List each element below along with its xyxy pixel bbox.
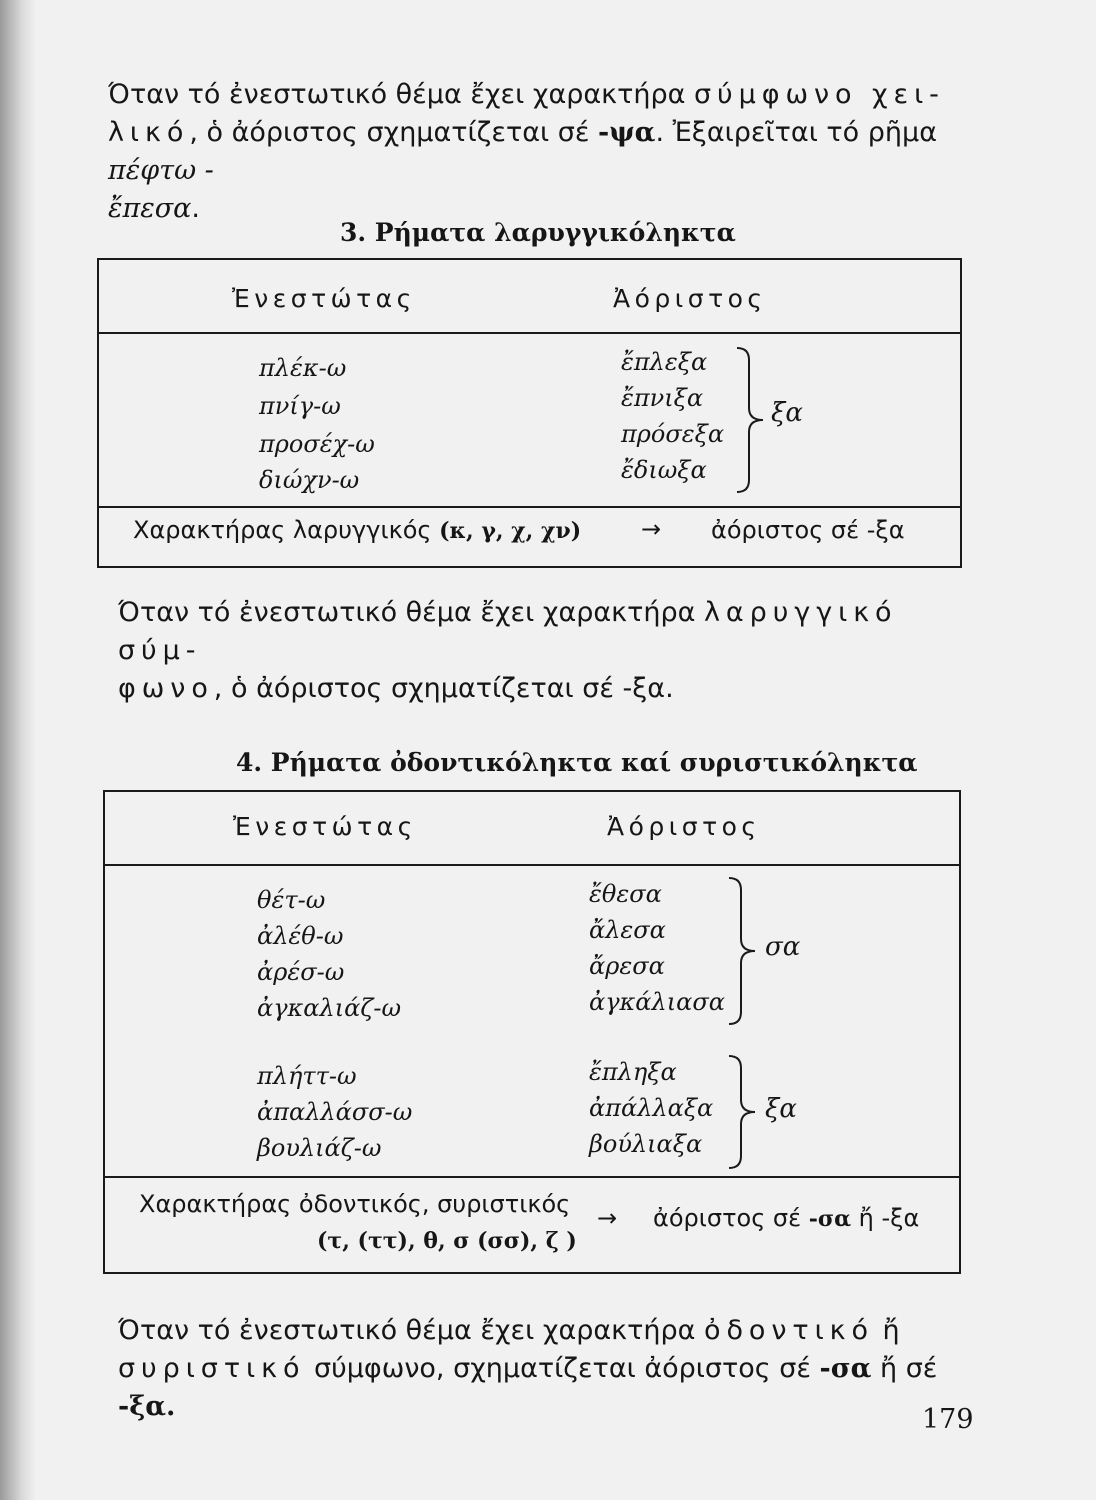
aorist-form: ἀπάλλαξα xyxy=(589,1094,714,1122)
section-3-note: Όταν τό ἐνεστωτικό θέμα ἔχει χαρακτήρα λαρυγγικό σύμ- φωνο, ὁ ἀόριστος σχηματίζεται σέ -ξα. xyxy=(118,597,898,704)
present-form: πλήττ-ω xyxy=(257,1062,357,1090)
present-form: πνίγ-ω xyxy=(259,392,341,420)
aorist-form: ἔπληξα xyxy=(589,1058,677,1086)
present-form: διώχν-ω xyxy=(259,466,360,494)
characteristic-letters: (τ, (ττ), θ, σ (σσ), ζ ) xyxy=(317,1228,577,1254)
header-divider xyxy=(105,864,959,866)
footer-divider xyxy=(105,1176,959,1178)
present-form: ἀπαλλάσσ-ω xyxy=(257,1098,413,1126)
page-number: 179 xyxy=(922,1404,974,1435)
arrow-icon: → xyxy=(641,515,662,543)
aorist-form: ἔδιωξα xyxy=(621,456,707,484)
column-header-aorist: Ἀόριστος xyxy=(613,284,767,313)
aorist-form: πρόσεξα xyxy=(621,420,725,448)
section-4-note: Όταν τό ἐνεστωτικό θέμα ἔχει χαρακτήρα ὀδοντικό ἤ συριστικό σύμφωνο, σχηματίζεται ἀόριστος σέ -σα ἤ σέ -ξα. xyxy=(118,1315,938,1422)
column-header-present: Ἐνεστώτας xyxy=(233,812,417,841)
right-brace-icon xyxy=(735,346,769,494)
present-form: ἀρέσ-ω xyxy=(257,958,345,986)
aorist-form: ἄρεσα xyxy=(589,952,665,980)
aorist-ending: σα xyxy=(765,932,801,962)
section-3-heading: 3. Ρήματα λαρυγγικόληκτα xyxy=(340,218,736,247)
present-form: πλέκ-ω xyxy=(259,354,347,382)
footer-divider xyxy=(99,506,960,508)
characteristic-label: Χαρακτήρας ὀδοντικός, συριστικός xyxy=(139,1190,571,1218)
aorist-form: ἔπλεξα xyxy=(621,348,708,376)
aorist-rule: ἀόριστος σέ -ξα xyxy=(711,516,905,544)
present-form: προσέχ-ω xyxy=(259,430,375,458)
aorist-ending: ξα xyxy=(765,1094,797,1124)
characteristic-label: Χαρακτήρας λαρυγγικός (κ, γ, χ, χν) xyxy=(133,516,582,544)
aorist-form: ἔπνιξα xyxy=(621,384,704,412)
present-form: θέτ-ω xyxy=(257,886,326,914)
section-3-table xyxy=(97,258,962,568)
aorist-rule: ἀόριστος σέ -σα ἤ -ξα xyxy=(653,1204,920,1232)
aorist-ending: ξα xyxy=(771,398,803,428)
present-form: ἀγκαλιάζ-ω xyxy=(257,994,402,1022)
column-header-aorist: Ἀόριστος xyxy=(607,812,761,841)
arrow-icon: → xyxy=(597,1204,618,1232)
section-4-heading: 4. Ρήματα ὀδοντικόληκτα καί συριστικόληκτα xyxy=(236,748,918,777)
right-brace-icon xyxy=(727,1054,763,1170)
present-form: ἀλέθ-ω xyxy=(257,922,344,950)
right-brace-icon xyxy=(727,876,763,1026)
column-header-present: Ἐνεστώτας xyxy=(232,284,416,313)
header-divider xyxy=(99,332,960,334)
intro-paragraph: Όταν τό ἐνεστωτικό θέμα ἔχει χαρακτήρα σύμφωνο χει- λικό, ὁ ἀόριστος σχηματίζεται σέ -ψα. Ἐξαιρεῖται τό ρῆμα πέφτω - ἔπεσα. xyxy=(108,79,945,224)
page-edge-shadow xyxy=(0,0,36,1500)
aorist-form: ἀγκάλιασα xyxy=(589,988,725,1016)
section-4-table xyxy=(103,790,961,1274)
aorist-form: ἔθεσα xyxy=(589,880,662,908)
aorist-form: ἄλεσα xyxy=(589,916,666,944)
present-form: βουλιάζ-ω xyxy=(257,1134,382,1162)
aorist-form: βούλιαξα xyxy=(589,1130,703,1158)
